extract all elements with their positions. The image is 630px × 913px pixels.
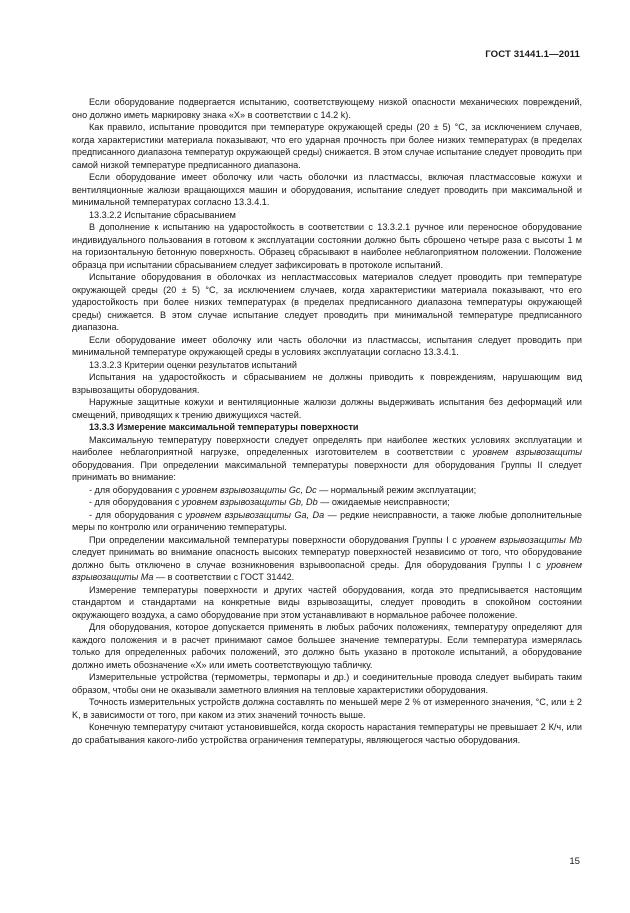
- list-item: [72, 496, 582, 509]
- paragraph: Измерительные устройства (термометры, термопары и др.) и соединительные провода следует выбирать таким образом, чтобы они не оказывали заметного влияния на тепловые характеристики оборудования.: [72, 672, 582, 695]
- text-run: — редкие неисправности, а также любые дополнительные меры по контролю или ограничению температуры.: [72, 509, 582, 532]
- paragraph: Испытания на ударостойкость и сбрасыванием не должны приводить к повреждениям, нарушающим вид взрывозащиты оборудования.: [72, 372, 582, 395]
- text-run: - для оборудования с: [89, 484, 182, 495]
- text-run: При определении максимальной температуры поверхности оборудования Группы I с: [89, 534, 461, 545]
- subsection-heading: 13.3.2.3 Критерии оценки результатов испытаний: [89, 359, 297, 370]
- text-run: - для оборудования с: [89, 509, 186, 520]
- text-run: — в соответствии с ГОСТ 31442.: [153, 572, 295, 582]
- paragraph: Точность измерительных устройств должна составлять по меньшей мере 2 % от измеренного значения, °С, или ± 2 K, в зависимости от того, при каком из этих значений точность выше.: [72, 697, 582, 720]
- paragraph: Испытание оборудования в оболочках из непластмассовых материалов следует проводить при температуре окружающей среды (20 ± 5) °С, за исключением случаев, когда характеристики материала показывают, что его ударостойкость при более низких температурах (в пределах предписанного диапазона температуры окружающей среды) снижается. В этом случае испытание следует проводить при минимальной температуре предписанного диапазона.: [72, 272, 582, 332]
- italic-term: уровнем взрывозащиты Gc, Dc: [181, 484, 317, 495]
- document-id-header: ГОСТ 31441.1—2011: [485, 49, 580, 60]
- italic-term: уровнем взрывозащиты: [472, 447, 582, 457]
- list-item: [72, 509, 582, 534]
- paragraph: Если оборудование имеет оболочку или часть оболочки из пластмассы, испытания следует проводить при минимальной температуре окружающей среды в условиях эксплуатации согласно 13.3.4.1.: [72, 334, 582, 357]
- paragraph: [72, 434, 582, 484]
- paragraph: Если оборудование имеет оболочку или часть оболочки из пластмассы, включая пластмассовые кожухи и вентиляционные жалюзи вращающихся машин и оборудования, испытание следует проводить при максимальной и минимальной температурах согласно 13.3.4.1.: [72, 172, 582, 207]
- paragraph: Измерение температуры поверхности и других частей оборудования, когда это предписывается настоящим стандартом и стандартами на конкретные виды взрывозащиты, следует проводить в спокойном состоянии окружающего воздуха, а само оборудование при этом устанавливают в нормальное рабочее положение.: [72, 584, 582, 620]
- text-run: — нормальный режим эксплуатации;: [316, 484, 477, 495]
- paragraph: Если оборудование подвергается испытанию, соответствующему низкой опасности механических повреждений, оно должно иметь маркировку знака «X» в соответствии с 14.2 k).: [72, 97, 582, 120]
- paragraph: Для оборудования, которое допускается применять в любых рабочих положениях, температуру определяют для каждого положения и в расчет принимают самое большее значение температуры. Если температура измерялась только для определенных рабочих положений, это должно быть указано в протоколе испытаний, а оборудование должно иметь обозначение «X» или иметь соответствующую табличку.: [72, 622, 582, 670]
- paragraph: Наружные защитные кожухи и вентиляционные жалюзи должны выдерживать испытания без деформаций или смещений, приводящих к трению движущихся частей.: [72, 397, 582, 420]
- text-run: следует принимать во внимание опасность высоких температур поверхностей независимо от того, что оборудование должно быть отключено в случае возникновения взрывоопасной среды. Для оборудования Группы I с: [72, 547, 582, 570]
- italic-term: уровнем взрывозащиты Gb, Db: [181, 497, 318, 507]
- document-body: [72, 96, 582, 746]
- text-run: - для оборудования с: [89, 497, 182, 507]
- page-number: 15: [569, 856, 580, 867]
- paragraph: Конечную температуру считают установившейся, когда скорость нарастания температуры не превышает 2 К/ч, или до срабатывания какого-либо устройства ограничения температуры, являющегося частью оборудования.: [72, 722, 582, 745]
- italic-term: уровнем взрывозащиты Ga, Da: [185, 509, 325, 520]
- text-run: Максимальную температуру поверхности следует определять при наиболее жестких условиях эксплуатации и наиболее неблагоприятной нагрузке, определенных изготовителем в соответствии с: [72, 434, 582, 457]
- list-item: [72, 484, 582, 497]
- paragraph: В дополнение к испытанию на ударостойкость в соответствии с 13.3.2.1 ручное или переносное оборудование индивидуального пользования в готовом к эксплуатации состоянии должно быть сброшено четыре раза с высоты 1 м на горизонтальную бетонную поверхность. Образец сбрасывают в наиболее неблагоприятном положении. Положение образца при испытании сбрасыванием следует зафиксировать в протоколе испытаний.: [72, 222, 582, 270]
- paragraph: [72, 534, 582, 584]
- italic-term: уровнем взрывозащиты Ma: [72, 559, 582, 582]
- text-run: — ожидаемые неисправности;: [317, 497, 450, 507]
- section-heading: 13.3.3 Измерение максимальной температуры поверхности: [89, 422, 359, 432]
- paragraph: Как правило, испытание проводится при температуре окружающей среды (20 ± 5) °С, за исключением случаев, когда характеристики материала показывают, что его ударная прочность при более низких температурах (в пределах предписанного диапазона температур окружающей среды) снижается. В этом случае испытание следует проводить при самой низкой температуре предписанного диапазона.: [72, 122, 582, 170]
- italic-term: уровнем взрывозащиты Mb: [460, 534, 582, 545]
- text-run: оборудования. При определении максимальной температуры поверхности для оборудования Группы II следует принимать во внимание:: [72, 459, 582, 482]
- subsection-heading: 13.3.2.2 Испытание сбрасыванием: [89, 209, 236, 220]
